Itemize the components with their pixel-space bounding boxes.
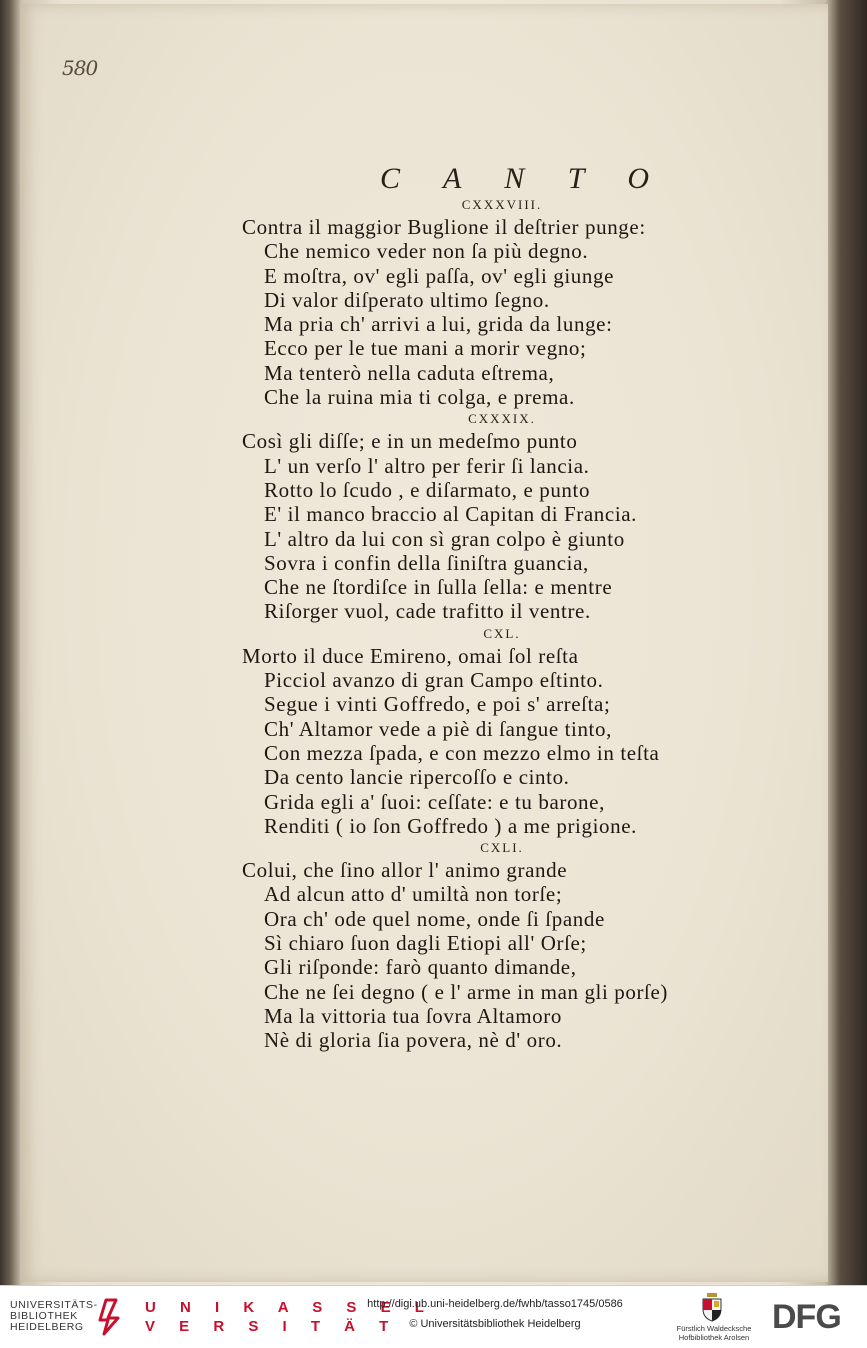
stanza-number: CXLI. [480,840,524,856]
verse-line: Morto il duce Emireno, omai ſol reſta [242,643,579,668]
kassel-line-2: V E R S I T Ä T [145,1318,399,1335]
verse-line: Grida egli a' ſuoi: ceſſate: e tu barone, [264,789,605,814]
verse-line: Con mezza ſpada, e con mezzo elmo in teſta [264,740,660,765]
verse-line: L' un verſo l' altro per ferir ſi lancia. [264,453,590,478]
arolsen-crest-icon [700,1292,724,1322]
source-url-link[interactable]: http://digi.ub.uni-heidelberg.de/fwhb/tasso1745/0586 [367,1298,623,1310]
verse-line: Ma tenterò nella caduta eſtrema, [264,360,555,385]
copyright-notice: © Universitätsbibliothek Heidelberg [409,1318,581,1330]
verse-line: Contra il maggior Buglione il deſtrier punge: [242,215,646,239]
heidelberg-mark-icon [96,1298,126,1336]
verse-line: Da cento lancie ripercoſſo e cinto. [264,765,570,790]
verse-line: L' altro da lui con sì gran colpo è giunto [264,526,625,551]
verse-line: Gli riſponde: farò quanto dimande, [264,955,577,980]
stanza-number: CXL. [483,625,521,641]
verse-line: E moſtra, ov' egli paſſa, ov' egli giunge [264,263,615,288]
verse-line: Ecco per le tue mani a morir vegno; [264,336,587,361]
verse-line: Sovra i confin della ſiniſtra guancia, [264,550,589,575]
verse-line: Che ne ſei degno ( e l' arme in man gli porſe) [264,979,669,1004]
verse-line: Ora ch' ode quel nome, onde ſi ſpande [264,906,605,931]
verse-line: Di valor diſperato ultimo ſegno. [264,287,550,312]
verse-line: E' il manco braccio al Capitan di Francia. [264,502,638,527]
verse-line: Ma pria ch' arrivi a lui, grida da lunge: [264,312,613,337]
poem-text [242,195,742,1053]
verse-line: Che nemico veder non ſa più degno. [264,239,589,264]
verse-line: Colui, che ſino allor l' animo grande [242,858,568,883]
verse-line: Ad alcun atto d' umiltà non torſe; [264,882,563,907]
verse-line: Renditi ( io ſon Goffredo ) a me prigione. [264,813,637,838]
verse-line: Sì chiaro ſuon dagli Etiopi all' Orſe; [264,931,587,956]
page-number: 580 [62,56,98,80]
verse-line: Nè di gloria ſia povera, nè d' oro. [264,1028,563,1053]
arolsen-library-label: Fürstlich Waldecksche Hofbibliothek Arolsen [676,1324,752,1342]
heidelberg-library-logo: UNIVERSITÄTS- BIBLIOTHEK HEIDELBERG [10,1299,98,1333]
verse-line: Ma la vittoria tua ſovra Altamoro [264,1003,562,1028]
verse-line: Ch' Altamor vede a piè di ſangue tinto, [264,716,612,741]
kassel-line-1: U N I K A S S E L [145,1299,434,1316]
stanza-number: CXXXIX. [468,411,536,427]
verse-line: Rotto lo ſcudo , e diſarmato, e punto [264,477,591,502]
verse-line: Che la ruina mia ti colga, e prema. [264,385,575,410]
canto-title: C A N T O [380,162,668,195]
digitization-footer [0,1285,867,1348]
stanza-number: CXXXVIII. [461,197,543,212]
dfg-logo: DFG [772,1298,841,1336]
verse-line: Che ne ſtordiſce in ſulla ſella: e mentre [264,575,613,600]
verse-line: Picciol avanzo di gran Campo eſtinto. [264,668,604,693]
verse-line: Segue i vinti Goffredo, e poi s' arreſta; [264,692,611,717]
verse-line: Riſorger vuol, cade trafitto il ventre. [264,599,591,624]
verse-line: Così gli diſſe; e in un medeſmo punto [242,429,578,454]
